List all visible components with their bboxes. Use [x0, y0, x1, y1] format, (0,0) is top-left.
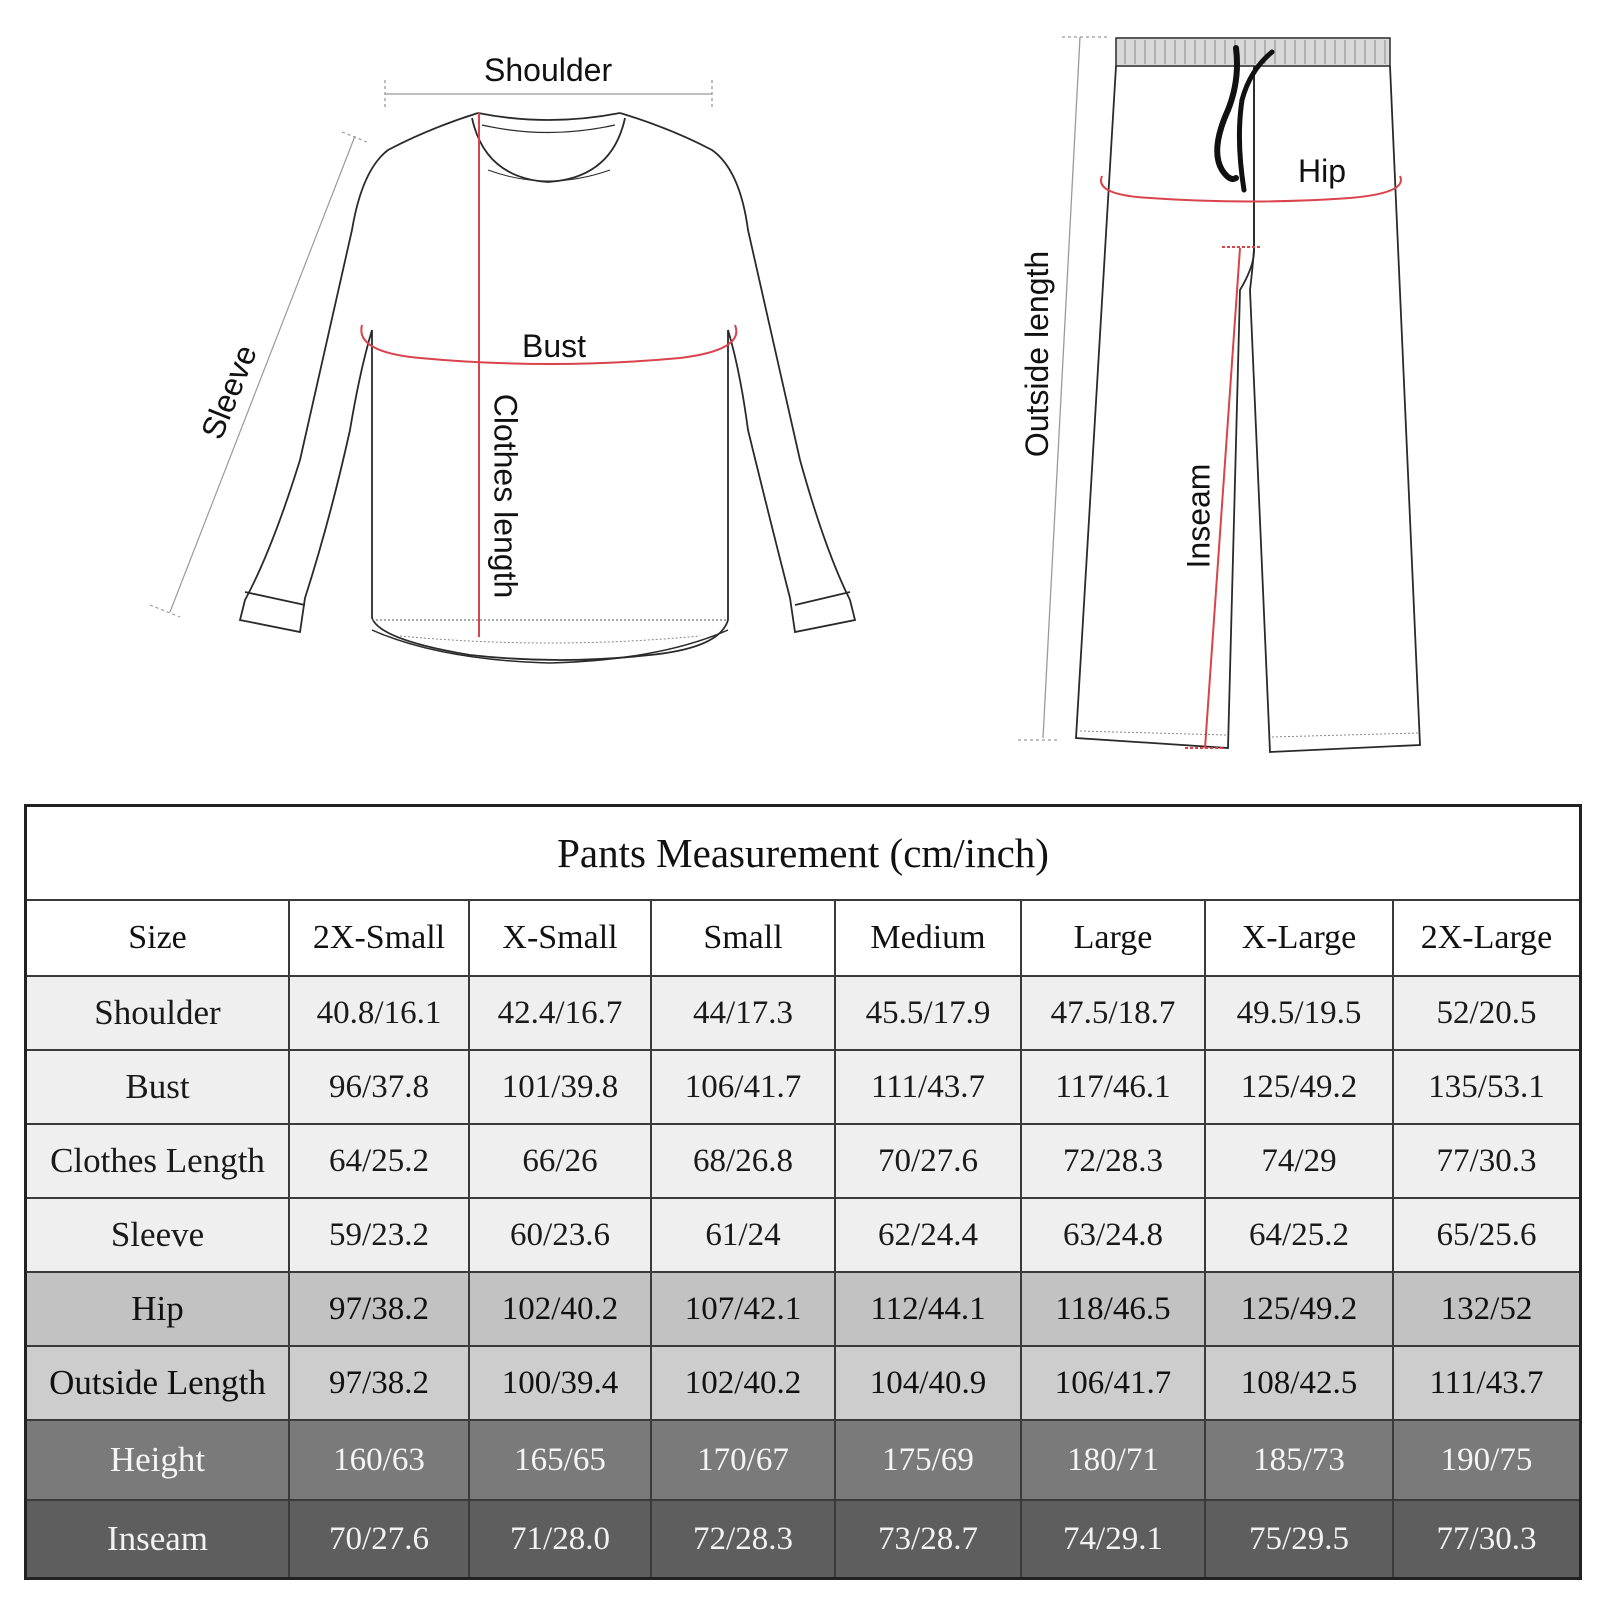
- row-label: Shoulder: [27, 976, 289, 1050]
- table-cell: 106/41.7: [1021, 1346, 1205, 1420]
- size-header: X-Large: [1205, 900, 1393, 976]
- table-cell: 71/28.0: [469, 1500, 651, 1577]
- table-cell: 77/30.3: [1393, 1500, 1579, 1577]
- table-cell: 106/41.7: [651, 1050, 835, 1124]
- hip-measure-line: [1101, 176, 1401, 202]
- table-cell: 66/26: [469, 1124, 651, 1198]
- table-cell: 70/27.6: [835, 1124, 1021, 1198]
- table-cell: 108/42.5: [1205, 1346, 1393, 1420]
- table-cell: 62/24.4: [835, 1198, 1021, 1272]
- table-cell: 135/53.1: [1393, 1050, 1579, 1124]
- table-row-hip: [27, 1272, 1579, 1346]
- size-header: Medium: [835, 900, 1021, 976]
- table-row-shoulder: [27, 976, 1579, 1050]
- table-cell: 111/43.7: [1393, 1346, 1579, 1420]
- hip-label: Hip: [1298, 153, 1347, 189]
- clothes-length-label: Clothes length: [487, 393, 524, 599]
- table-cell: 59/23.2: [289, 1198, 469, 1272]
- row-label: Hip: [27, 1272, 289, 1346]
- table-cell: 65/25.6: [1393, 1198, 1579, 1272]
- table-cell: 132/52: [1393, 1272, 1579, 1346]
- size-header: 2X-Small: [289, 900, 469, 976]
- table-cell: 107/42.1: [651, 1272, 835, 1346]
- table-row-height: [27, 1420, 1579, 1500]
- row-label: Height: [27, 1420, 289, 1500]
- table-cell: 74/29: [1205, 1124, 1393, 1198]
- table-cell: 101/39.8: [469, 1050, 651, 1124]
- table-cell: 77/30.3: [1393, 1124, 1579, 1198]
- table-row-outside-length: [27, 1346, 1579, 1420]
- table-cell: 111/43.7: [835, 1050, 1021, 1124]
- table-cell: 42.4/16.7: [469, 976, 651, 1050]
- table-cell: 97/38.2: [289, 1346, 469, 1420]
- table-cell: 125/49.2: [1205, 1272, 1393, 1346]
- table-row-sleeve: [27, 1198, 1579, 1272]
- table-cell: 104/40.9: [835, 1346, 1021, 1420]
- table-cell: 74/29.1: [1021, 1500, 1205, 1577]
- table-cell: 60/23.6: [469, 1198, 651, 1272]
- table-cell: 64/25.2: [289, 1124, 469, 1198]
- outside-length-label: Outside length: [1019, 250, 1056, 458]
- size-header: X-Small: [469, 900, 651, 976]
- header-row: [27, 900, 1579, 976]
- row-label: Inseam: [27, 1500, 289, 1577]
- table-cell: 190/75: [1393, 1420, 1579, 1500]
- sleeve-guide: [150, 132, 367, 617]
- table-cell: 68/26.8: [651, 1124, 835, 1198]
- size-chart-table: [24, 804, 1582, 1580]
- sleeve-label: Sleeve: [193, 339, 264, 445]
- table-row-bust: [27, 1050, 1579, 1124]
- size-column-header: Size: [27, 900, 289, 976]
- table-cell: 118/46.5: [1021, 1272, 1205, 1346]
- table-cell: 160/63: [289, 1420, 469, 1500]
- table-cell: 45.5/17.9: [835, 976, 1021, 1050]
- table-cell: 63/24.8: [1021, 1198, 1205, 1272]
- table-cell: 165/65: [469, 1420, 651, 1500]
- table-row-inseam: [27, 1500, 1579, 1577]
- pants-illustration: [1076, 38, 1420, 752]
- row-label: Outside Length: [27, 1346, 289, 1420]
- table-cell: 73/28.7: [835, 1500, 1021, 1577]
- row-label: Bust: [27, 1050, 289, 1124]
- size-header: Large: [1021, 900, 1205, 976]
- table-cell: 44/17.3: [651, 976, 835, 1050]
- table-cell: 180/71: [1021, 1420, 1205, 1500]
- table-cell: 175/69: [835, 1420, 1021, 1500]
- table-cell: 96/37.8: [289, 1050, 469, 1124]
- table-cell: 102/40.2: [651, 1346, 835, 1420]
- table-cell: 125/49.2: [1205, 1050, 1393, 1124]
- table-cell: 75/29.5: [1205, 1500, 1393, 1577]
- size-header: 2X-Large: [1393, 900, 1579, 976]
- table-cell: 64/25.2: [1205, 1198, 1393, 1272]
- table-cell: 102/40.2: [469, 1272, 651, 1346]
- table-cell: 97/38.2: [289, 1272, 469, 1346]
- table-cell: 52/20.5: [1393, 976, 1579, 1050]
- garment-diagram: [0, 0, 1600, 780]
- table-row-clothes-length: [27, 1124, 1579, 1198]
- table-cell: 40.8/16.1: [289, 976, 469, 1050]
- table-cell: 117/46.1: [1021, 1050, 1205, 1124]
- row-label: Sleeve: [27, 1198, 289, 1272]
- table-cell: 49.5/19.5: [1205, 976, 1393, 1050]
- table-cell: 47.5/18.7: [1021, 976, 1205, 1050]
- inseam-label: Inseam: [1180, 463, 1217, 569]
- table-cell: 70/27.6: [289, 1500, 469, 1577]
- size-header: Small: [651, 900, 835, 976]
- bust-label: Bust: [522, 328, 587, 364]
- shoulder-label: Shoulder: [484, 52, 613, 88]
- table-cell: 72/28.3: [1021, 1124, 1205, 1198]
- table-cell: 72/28.3: [651, 1500, 835, 1577]
- table-title: Pants Measurement (cm/inch): [27, 807, 1579, 900]
- table-cell: 100/39.4: [469, 1346, 651, 1420]
- table-cell: 61/24: [651, 1198, 835, 1272]
- table-cell: 170/67: [651, 1420, 835, 1500]
- table-cell: 112/44.1: [835, 1272, 1021, 1346]
- table-cell: 185/73: [1205, 1420, 1393, 1500]
- row-label: Clothes Length: [27, 1124, 289, 1198]
